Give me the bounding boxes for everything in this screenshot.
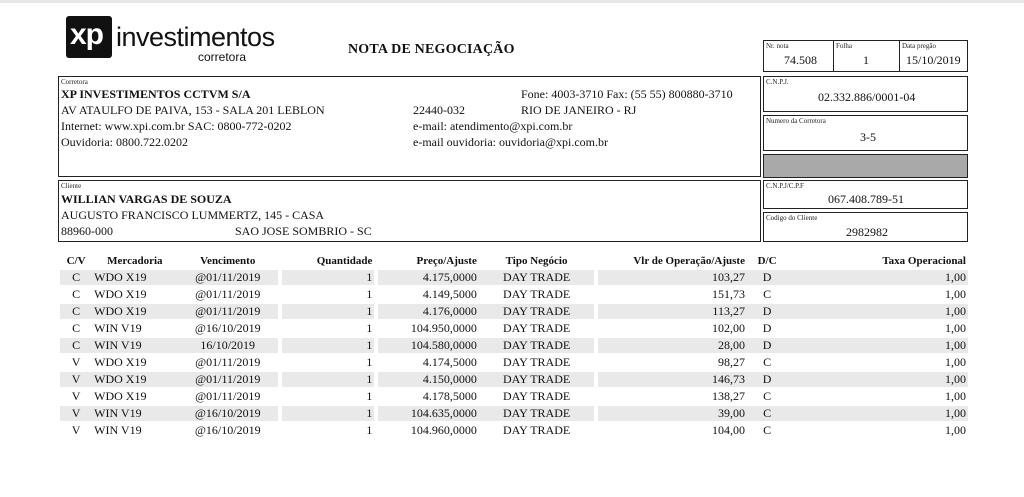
table-row (60, 355, 968, 370)
nota-info-box (763, 40, 968, 72)
corretora-fone: Fone: 4003-3710 Fax: (55 55) 800880-3710 (521, 87, 733, 101)
cell-dc: D (747, 372, 787, 387)
cell-vlr-operacao: 151,73 (598, 287, 747, 302)
table-row (60, 389, 968, 404)
header-vencimento: Vencimento (200, 255, 256, 267)
cell-dc: C (747, 389, 787, 404)
table-header-row (60, 254, 968, 268)
cliente-box (58, 180, 761, 242)
header-mercadoria: Mercadoria (107, 255, 163, 267)
cell-cv: C (60, 338, 92, 353)
corretora-internet: Internet: www.xpi.com.br SAC: 0800-772-0202 (61, 119, 292, 133)
cell-dc: C (747, 423, 787, 438)
folha-label: Folha (836, 42, 852, 50)
cell-mercadoria: WIN V19 (92, 406, 177, 421)
logo-word: investimentos (116, 22, 275, 52)
cell-tipo: DAY TRADE (479, 406, 595, 421)
cell-tipo: DAY TRADE (479, 304, 595, 319)
cell-vlr-operacao: 104,00 (598, 423, 747, 438)
cell-preco: 104.950,0000 (378, 321, 478, 336)
folha-value: 1 (863, 53, 869, 67)
nr-nota-label: Nr. nota (766, 42, 789, 50)
cell-vencimento: @01/11/2019 (178, 270, 278, 285)
cliente-cidade: SAO JOSE SOMBRIO - SC (235, 224, 372, 238)
table-row (60, 423, 968, 438)
cell-vencimento: @01/11/2019 (178, 355, 278, 370)
cnpj-label: C.N.P.J. (766, 78, 789, 86)
cell-cv: V (60, 406, 92, 421)
trades-table (60, 252, 968, 440)
table-row (60, 372, 968, 387)
corretora-email-ouvidoria: e-mail ouvidoria: ouvidoria@xpi.com.br (413, 135, 609, 149)
header-preco: Preço/Ajuste (416, 255, 477, 267)
top-border (0, 0, 1024, 3)
cell-dc: C (747, 406, 787, 421)
cell-preco: 4.149,5000 (378, 287, 478, 302)
corretora-box (58, 76, 761, 177)
cell-taxa: 1,00 (787, 389, 968, 404)
cell-preco: 104.960,0000 (378, 423, 478, 438)
table-row (60, 270, 968, 285)
document-title: NOTA DE NEGOCIAÇÃO (348, 42, 515, 57)
table-row (60, 321, 968, 336)
cell-vlr-operacao: 98,27 (598, 355, 747, 370)
cell-vlr-operacao: 113,27 (598, 304, 747, 319)
cell-cv: V (60, 423, 92, 438)
header-cv: C/V (66, 255, 86, 267)
logo-badge (66, 16, 112, 58)
cell-preco: 4.176,0000 (378, 304, 478, 319)
nr-nota-value: 74.508 (784, 53, 817, 67)
cell-preco: 4.175,0000 (378, 270, 478, 285)
cell-vencimento: @01/11/2019 (178, 389, 278, 404)
cell-vencimento: @16/10/2019 (178, 423, 278, 438)
cell-quantidade: 1 (282, 406, 374, 421)
cell-dc: D (747, 270, 787, 285)
cell-mercadoria: WDO X19 (92, 372, 177, 387)
folha-cell (834, 41, 900, 71)
xp-logo (66, 16, 275, 64)
cell-taxa: 1,00 (787, 304, 968, 319)
header-quantidade: Quantidade (316, 255, 373, 267)
cell-vlr-operacao: 28,00 (598, 338, 747, 353)
cell-cv: C (60, 270, 92, 285)
corretora-email: e-mail: atendimento@xpi.com.br (413, 119, 573, 133)
table-row (60, 406, 968, 421)
numero-corretora-label: Numero da Corretora (766, 117, 826, 125)
cell-quantidade: 1 (282, 321, 374, 336)
cell-cv: C (60, 287, 92, 302)
cnpj-value: 02.332.886/0001-04 (818, 90, 916, 104)
cnpj-box (763, 76, 968, 112)
codigo-cliente-box (763, 212, 968, 242)
cell-quantidade: 1 (282, 270, 374, 285)
cell-quantidade: 1 (282, 338, 374, 353)
data-pregao-label: Data pregão (902, 42, 937, 50)
cpf-box (763, 180, 968, 209)
numero-corretora-value: 3-5 (860, 130, 876, 144)
cell-dc: D (747, 338, 787, 353)
codigo-cliente-value: 2982982 (846, 225, 888, 239)
cell-taxa: 1,00 (787, 338, 968, 353)
cliente-endereco: AUGUSTO FRANCISCO LUMMERTZ, 145 - CASA (61, 208, 325, 222)
cell-vencimento: @01/11/2019 (178, 304, 278, 319)
cell-vencimento: @01/11/2019 (178, 372, 278, 387)
gray-filled-box (763, 154, 968, 178)
header-tipo: Tipo Negócio (505, 255, 568, 267)
cell-mercadoria: WDO X19 (92, 270, 177, 285)
corretora-nome: XP INVESTIMENTOS CCTVM S/A (61, 87, 251, 101)
data-pregao-cell (900, 41, 967, 71)
cell-vencimento: @16/10/2019 (178, 321, 278, 336)
cell-taxa: 1,00 (787, 423, 968, 438)
cell-tipo: DAY TRADE (479, 270, 595, 285)
cell-taxa: 1,00 (787, 287, 968, 302)
cell-quantidade: 1 (282, 423, 374, 438)
logo-brand: xp (70, 18, 104, 51)
cell-vencimento: @01/11/2019 (178, 287, 278, 302)
cell-preco: 4.174,5000 (378, 355, 478, 370)
cpf-value: 067.408.789-51 (828, 192, 904, 206)
numero-corretora-box (763, 115, 968, 151)
cpf-label: C.N.P.J/C.P.F (766, 182, 804, 190)
cell-preco: 4.178,5000 (378, 389, 478, 404)
cell-mercadoria: WDO X19 (92, 287, 177, 302)
corretora-ouvidoria: Ouvidoria: 0800.722.0202 (61, 135, 188, 149)
corretora-endereco: AV ATAULFO DE PAIVA, 153 - SALA 201 LEBLON (61, 103, 325, 117)
table-row (60, 338, 968, 353)
codigo-cliente-label: Codigo do Cliente (766, 214, 818, 222)
cell-dc: D (747, 321, 787, 336)
cell-taxa: 1,00 (787, 355, 968, 370)
cell-dc: C (747, 287, 787, 302)
cell-preco: 104.580,0000 (378, 338, 478, 353)
table-row (60, 304, 968, 319)
cell-dc: D (747, 304, 787, 319)
cliente-cep: 88960-000 (61, 224, 113, 238)
cell-cv: C (60, 304, 92, 319)
cell-vencimento: @16/10/2019 (178, 406, 278, 421)
cell-mercadoria: WDO X19 (92, 389, 177, 404)
cell-tipo: DAY TRADE (479, 287, 595, 302)
cell-cv: V (60, 389, 92, 404)
header-vlr-operacao: Vlr de Operação/Ajuste (633, 255, 745, 267)
corretora-cep: 22440-032 (413, 103, 465, 117)
cell-mercadoria: WIN V19 (92, 321, 177, 336)
cell-tipo: DAY TRADE (479, 423, 595, 438)
cell-taxa: 1,00 (787, 372, 968, 387)
cell-tipo: DAY TRADE (479, 372, 595, 387)
header-dc: D/C (757, 255, 777, 267)
cell-tipo: DAY TRADE (479, 355, 595, 370)
cell-vlr-operacao: 39,00 (598, 406, 747, 421)
corretora-cidade: RIO DE JANEIRO - RJ (521, 103, 637, 117)
cliente-label: Cliente (61, 182, 82, 190)
cell-cv: V (60, 372, 92, 387)
cell-mercadoria: WDO X19 (92, 304, 177, 319)
header-taxa: Taxa Operacional (882, 255, 966, 267)
cell-quantidade: 1 (282, 287, 374, 302)
cell-vlr-operacao: 138,27 (598, 389, 747, 404)
cell-taxa: 1,00 (787, 270, 968, 285)
cell-taxa: 1,00 (787, 406, 968, 421)
corretora-label: Corretora (61, 78, 88, 86)
cell-preco: 104.635,0000 (378, 406, 478, 421)
cell-vlr-operacao: 102,00 (598, 321, 747, 336)
data-pregao-value: 15/10/2019 (906, 53, 961, 67)
cell-tipo: DAY TRADE (479, 321, 595, 336)
cell-cv: V (60, 355, 92, 370)
cell-quantidade: 1 (282, 372, 374, 387)
cell-preco: 4.150,0000 (378, 372, 478, 387)
cliente-nome: WILLIAN VARGAS DE SOUZA (61, 192, 232, 206)
cell-vlr-operacao: 103,27 (598, 270, 747, 285)
logo-sub: corretora (198, 50, 247, 64)
cell-quantidade: 1 (282, 389, 374, 404)
cell-dc: C (747, 355, 787, 370)
cell-vlr-operacao: 146,73 (598, 372, 747, 387)
nr-nota-cell (764, 41, 834, 71)
cell-vencimento: 16/10/2019 (178, 338, 278, 353)
cell-mercadoria: WDO X19 (92, 355, 177, 370)
cell-taxa: 1,00 (787, 321, 968, 336)
cell-mercadoria: WIN V19 (92, 338, 177, 353)
cell-tipo: DAY TRADE (479, 389, 595, 404)
cell-quantidade: 1 (282, 355, 374, 370)
cell-tipo: DAY TRADE (479, 338, 595, 353)
cell-cv: C (60, 321, 92, 336)
trades-body (60, 270, 968, 438)
table-row (60, 287, 968, 302)
cell-mercadoria: WIN V19 (92, 423, 177, 438)
cell-quantidade: 1 (282, 304, 374, 319)
